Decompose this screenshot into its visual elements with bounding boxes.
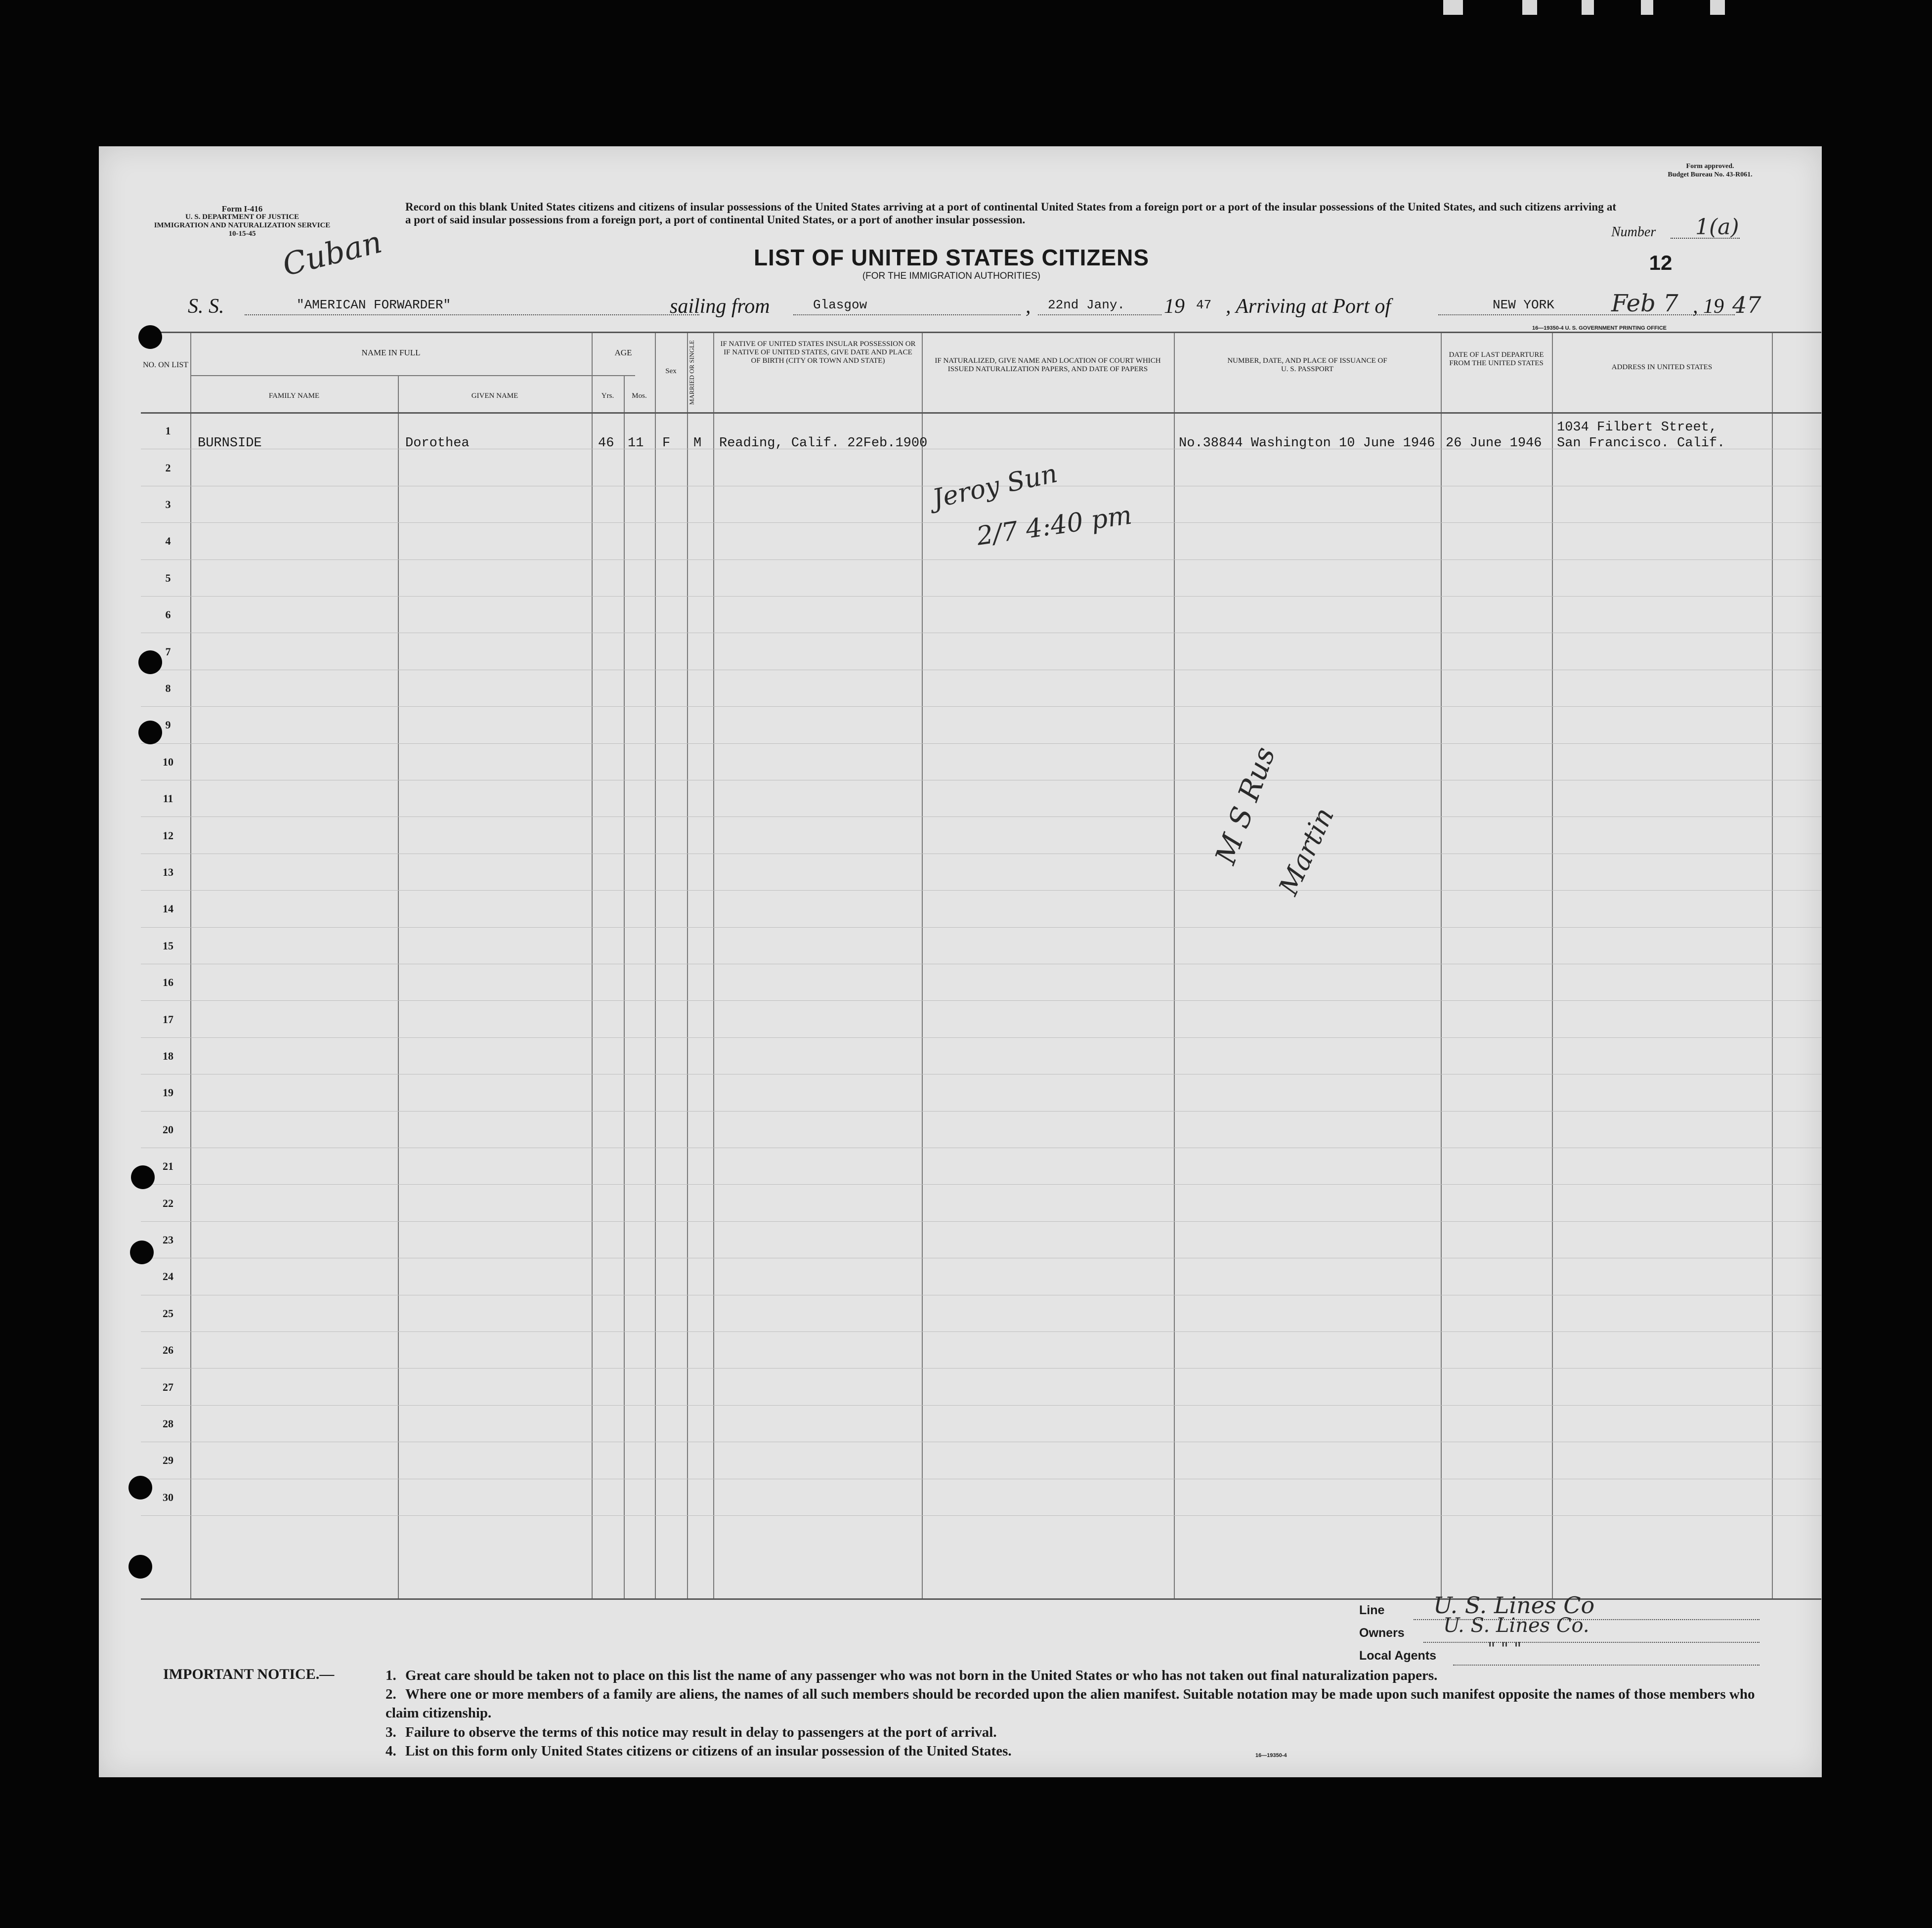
header-naturalized: IF NATURALIZED, GIVE NAME AND LOCATION OF COURT WHICH ISSUED NATURALIZATION PAPERS, AND DATE OF PAPERS <box>935 357 1161 373</box>
binder-hole <box>138 721 162 744</box>
notice-1-text: Great care should be taken not to place on this list the name of any passenger who was not born in the United States or who has not taken out final naturalization papers. <box>405 1668 1438 1683</box>
header-last-departure: DATE OF LAST DEPARTURE FROM THE UNITED STATES <box>1449 351 1544 367</box>
row-number: 27 <box>163 1380 173 1393</box>
list-number: 12 <box>1649 251 1673 274</box>
agents-label: Local Agents <box>1359 1649 1437 1663</box>
address-line1-cell: 1034 Filbert Street, <box>1557 420 1717 435</box>
passport-cell: No.38844 Washington 10 June 1946 <box>1179 436 1435 451</box>
months-cell: 11 <box>628 436 644 451</box>
row-rule <box>141 1368 1821 1369</box>
notice-3-number: 3. <box>386 1724 396 1740</box>
header-no-on-list: NO. ON LIST <box>143 361 188 369</box>
row-rule <box>141 816 1821 817</box>
row-number: 15 <box>163 939 173 952</box>
notice-3 <box>386 1723 1779 1742</box>
row-number: 19 <box>163 1086 173 1099</box>
agents-value: " " " <box>1488 1639 1522 1659</box>
binder-hole <box>131 1165 155 1189</box>
ss-label: S. S. <box>188 295 224 318</box>
initials-line1: M S Rus <box>1208 742 1282 869</box>
family-name-cell: BURNSIDE <box>198 436 262 451</box>
row-number: 21 <box>163 1160 173 1173</box>
row-number: 5 <box>165 571 171 584</box>
number-label: Number <box>1611 224 1656 240</box>
header-sex: Sex <box>665 367 677 375</box>
year-prefix: 19 <box>1164 295 1185 318</box>
notice-1 <box>386 1666 1779 1685</box>
page-subtitle: (FOR THE IMMIGRATION AUTHORITIES) <box>862 271 1041 281</box>
row-number: 14 <box>163 902 173 915</box>
row-number: 6 <box>165 608 171 621</box>
notice-1-number: 1. <box>386 1668 396 1683</box>
row-number: 1 <box>165 425 171 437</box>
row-rule <box>141 1111 1821 1112</box>
row-number: 20 <box>163 1123 173 1136</box>
service: IMMIGRATION AND NATURALIZATION SERVICE <box>154 221 331 229</box>
col-divider <box>624 375 625 1598</box>
notice-4 <box>386 1742 1779 1760</box>
inspector-stamp-line1: Jeroy Sun <box>930 459 1060 514</box>
row-number: 9 <box>165 719 171 731</box>
row-number: 11 <box>163 792 173 805</box>
department: U. S. DEPARTMENT OF JUSTICE <box>185 213 300 221</box>
row-number: 29 <box>163 1454 173 1467</box>
header-mos: Mos. <box>632 392 647 400</box>
binder-hole <box>129 1476 152 1500</box>
binder-hole <box>129 1555 152 1579</box>
row-number: 2 <box>165 461 171 474</box>
header-given-name: GIVEN NAME <box>471 392 518 400</box>
port-from: Glasgow <box>813 298 867 312</box>
notice-2 <box>386 1685 1779 1722</box>
form-number: Form I-416 <box>221 204 263 214</box>
print-reference: 16—19350-4 U. S. GOVERNMENT PRINTING OFFICE <box>1532 325 1667 331</box>
row-rule <box>141 1405 1821 1406</box>
header-yrs: Yrs. <box>601 392 614 400</box>
row-number: 3 <box>165 498 171 511</box>
passenger-table <box>141 332 1821 1598</box>
initials-line2: Martin <box>1273 803 1340 900</box>
arrival-date: Feb 7 <box>1611 290 1678 317</box>
cuban-handwritten-note: Cuban <box>279 223 386 283</box>
header-married-or-single: MARRIED OR SINGLE <box>688 340 695 405</box>
form-identifier <box>138 205 346 238</box>
row-number: 8 <box>165 682 171 694</box>
line-label: Line <box>1359 1603 1385 1617</box>
row-number: 25 <box>163 1307 173 1320</box>
birth-cell: Reading, Calif. 22Feb.1900 <box>719 436 928 451</box>
row-number: 22 <box>163 1197 173 1209</box>
row-number: 7 <box>165 645 171 658</box>
binder-hole <box>138 325 162 349</box>
binder-hole <box>130 1241 154 1264</box>
arriving-label-text: Arriving at Port of <box>1236 295 1391 318</box>
arrival-year: 47 <box>1732 292 1761 318</box>
sailing-from-label: sailing from <box>670 295 770 318</box>
header-bottom-line <box>141 412 1821 414</box>
film-edge-marks <box>1433 0 1928 20</box>
header-subdivider <box>190 375 635 376</box>
header-native: IF NATIVE OF UNITED STATES INSULAR POSSESSION OR IF NATIVE OF UNITED STATES, GIVE DATE AND PLACE OF BIRTH (CITY OR TOWN AND STATE) <box>720 340 916 365</box>
row-number: 28 <box>163 1417 173 1430</box>
row-rule <box>141 1037 1821 1038</box>
notice-2-text: Where one or more members of a family are aliens, the names of all such members should be recorded upon the alien manifest. Suitable notation may be made upon such manifest opposite the names of those members who claim citizenship. <box>386 1686 1755 1721</box>
departure-cell: 26 June 1946 <box>1446 436 1542 451</box>
row-number: 13 <box>163 866 173 878</box>
date-from: 22nd Jany. <box>1048 298 1125 312</box>
row-rule <box>141 927 1821 928</box>
notice-2-number: 2. <box>386 1686 396 1702</box>
row-number: 26 <box>163 1344 173 1357</box>
notice-4-text: List on this form only United States citizens or citizens of an insular possession of the United States. <box>405 1743 1012 1759</box>
port-arrival: NEW YORK <box>1493 298 1554 312</box>
notice-4-number: 4. <box>386 1743 396 1759</box>
row-number: 18 <box>163 1050 173 1062</box>
row-rule <box>141 706 1821 707</box>
manifest-page <box>99 146 1822 1777</box>
budget-number: Budget Bureau No. 43-R061. <box>1668 171 1753 178</box>
header-family-name: FAMILY NAME <box>268 392 320 400</box>
number-value: 1(a) <box>1695 214 1739 240</box>
header-passport: NUMBER, DATE, AND PLACE OF ISSUANCE OF U. S. PASSPORT <box>1227 357 1387 373</box>
owners-value: U. S. Lines Co. <box>1443 1614 1589 1637</box>
owners-label: Owners <box>1359 1626 1405 1640</box>
row-rule <box>141 890 1821 891</box>
years-cell: 46 <box>598 436 614 451</box>
row-rule <box>141 1221 1821 1222</box>
footer-code: 16—19350-4 <box>1255 1753 1287 1758</box>
form-approval <box>1636 162 1784 179</box>
header-address: ADDRESS IN UNITED STATES <box>1611 363 1713 371</box>
row-rule <box>141 1000 1821 1001</box>
notice-title: IMPORTANT NOTICE.— <box>163 1666 335 1682</box>
line-value: U. S. Lines Co <box>1433 1592 1595 1619</box>
row-number: 17 <box>163 1013 173 1026</box>
header-age: AGE <box>614 348 632 357</box>
row-rule <box>141 743 1821 744</box>
row-number: 16 <box>163 976 173 989</box>
binder-hole <box>138 650 162 674</box>
year-from: 47 <box>1196 298 1212 312</box>
ship-name: "AMERICAN FORWARDER" <box>297 298 451 312</box>
address-line2-cell: San Francisco. Calif. <box>1557 436 1725 451</box>
row-number: 24 <box>163 1270 173 1283</box>
port-arrival-line <box>1438 295 1735 315</box>
row-rule <box>141 596 1821 597</box>
notice-3-text: Failure to observe the terms of this notice may result in delay to passengers at the port of arrival. <box>405 1724 997 1740</box>
form-date: 10-15-45 <box>228 230 256 238</box>
comma-1: , <box>1026 295 1031 318</box>
marital-cell: M <box>693 436 702 451</box>
row-rule <box>141 1184 1821 1185</box>
row-number: 30 <box>163 1491 173 1503</box>
page-title: LIST OF UNITED STATES CITIZENS <box>753 245 1150 270</box>
row-number: 23 <box>163 1234 173 1246</box>
approved-text: Form approved. <box>1686 163 1734 170</box>
row-rule <box>141 1331 1821 1332</box>
row-rule <box>141 1515 1821 1516</box>
intro-paragraph: Record on this blank United States citizens and citizens of insular possessions of the United States arriving at a port of continental United States from a foreign port or a port of the insular possessions of the United States, and such citizens arriving at a port of said insular possessions from a foreign port, a port of continental United States, or a port of another insular possession. <box>405 201 1616 226</box>
voyage-line <box>188 290 1819 319</box>
col-divider <box>398 375 399 1598</box>
given-name-cell: Dorothea <box>405 436 470 451</box>
arriving-label: , Arriving at Port of <box>1226 295 1391 318</box>
arrival-year-prefix-text: 19 <box>1703 295 1724 318</box>
sex-cell: F <box>662 436 671 451</box>
arrival-year-prefix: , 19 <box>1693 295 1724 318</box>
row-number: 12 <box>163 829 173 842</box>
inspector-stamp-line2: 2/7 4:40 pm <box>975 500 1134 552</box>
row-rule <box>141 559 1821 560</box>
row-number: 4 <box>165 535 171 548</box>
header-name-in-full: NAME IN FULL <box>361 348 421 357</box>
row-number: 10 <box>163 755 173 768</box>
